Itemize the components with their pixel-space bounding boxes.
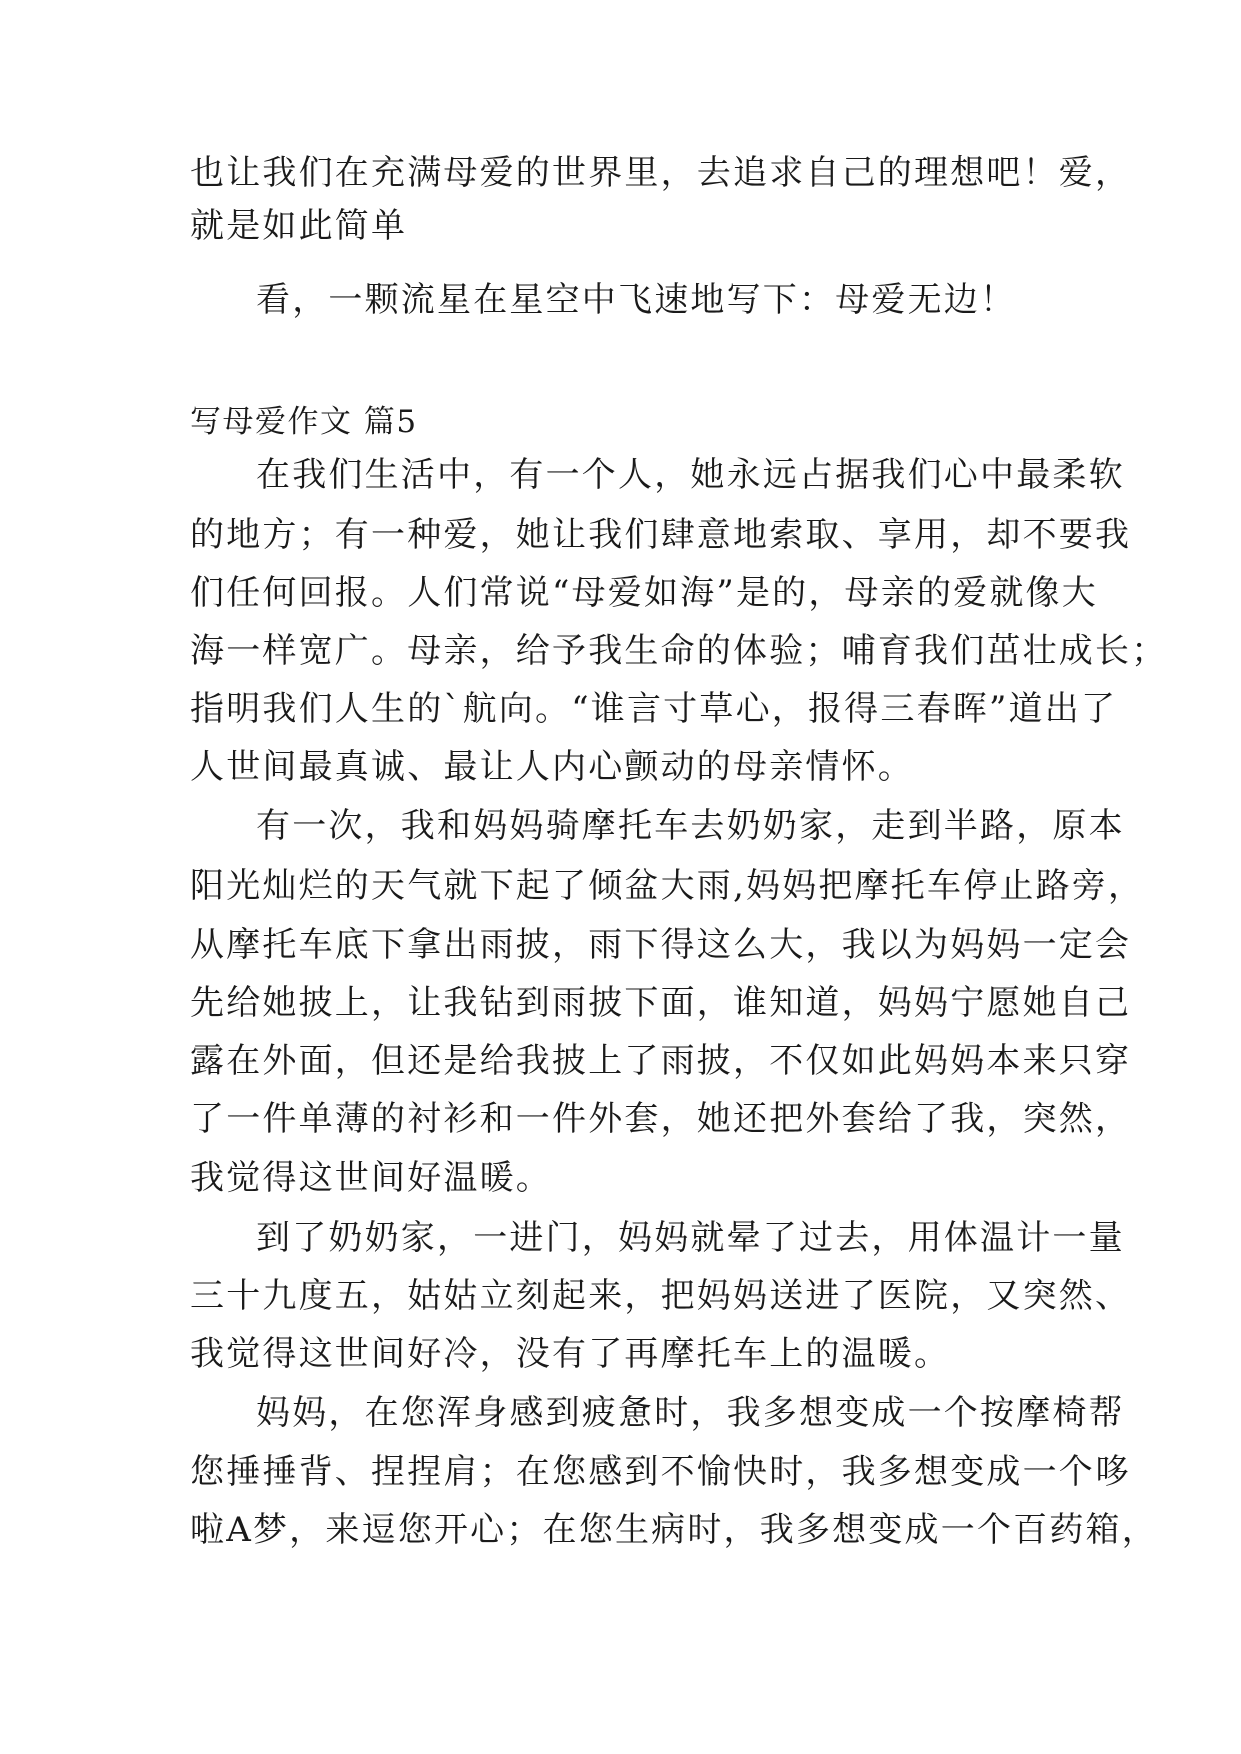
- text-line: 先给她披上，让我钻到雨披下面，谁知道，妈妈宁愿她自己: [190, 983, 1132, 1023]
- text-line: 看，一颗流星在星空中飞速地写下：母爱无边！: [256, 280, 1017, 320]
- text-line: 我觉得这世间好冷，没有了再摩托车上的温暖。: [190, 1334, 951, 1374]
- section-title: 写母爱作文 篇5: [190, 404, 418, 440]
- text-line: 们任何回报。人们常说“母爱如海”是的，母亲的爱就像大: [190, 573, 1098, 613]
- text-line: 从摩托车底下拿出雨披，雨下得这么大，我以为妈妈一定会: [190, 925, 1132, 965]
- text-line: 三十九度五，姑姑立刻起来，把妈妈送进了医院，又突然、: [190, 1276, 1132, 1316]
- text-line: 就是如此简单: [190, 206, 408, 246]
- text-line: 在我们生活中，有一个人，她永远占据我们心中最柔软: [256, 455, 1125, 495]
- text-line: 海一样宽广。母亲，给予我生命的体验；哺育我们茁壮成长；: [190, 631, 1168, 671]
- text-line: 我觉得这世间好温暖。: [190, 1158, 552, 1198]
- text-line: 指明我们人生的`航向。“谁言寸草心，报得三春晖”道出了: [190, 689, 1118, 729]
- text-line: 妈妈，在您浑身感到疲惫时，我多想变成一个按摩椅帮: [256, 1393, 1125, 1433]
- text-line: 到了奶奶家，一进门，妈妈就晕了过去，用体温计一量: [256, 1218, 1125, 1258]
- text-line: 阳光灿烂的天气就下起了倾盆大雨,妈妈把摩托车停止路旁，: [190, 866, 1145, 906]
- text-line: 了一件单薄的衬衫和一件外套，她还把外套给了我，突然，: [190, 1099, 1132, 1139]
- text-line: 人世间最真诚、最让人内心颤动的母亲情怀。: [190, 747, 914, 787]
- text-line: 您捶捶背、捏捏肩；在您感到不愉快时，我多想变成一个哆: [190, 1452, 1132, 1492]
- text-line: 露在外面，但还是给我披上了雨披，不仅如此妈妈本来只穿: [190, 1041, 1132, 1081]
- text-line: 也让我们在充满母爱的世界里，去追求自己的理想吧！爱，: [190, 153, 1132, 193]
- text-line: 有一次，我和妈妈骑摩托车去奶奶家，走到半路，原本: [256, 806, 1125, 846]
- text-line: 啦A梦，来逗您开心；在您生病时，我多想变成一个百药箱，: [190, 1510, 1158, 1550]
- text-line: 的地方；有一种爱，她让我们肆意地索取、享用，却不要我: [190, 515, 1132, 555]
